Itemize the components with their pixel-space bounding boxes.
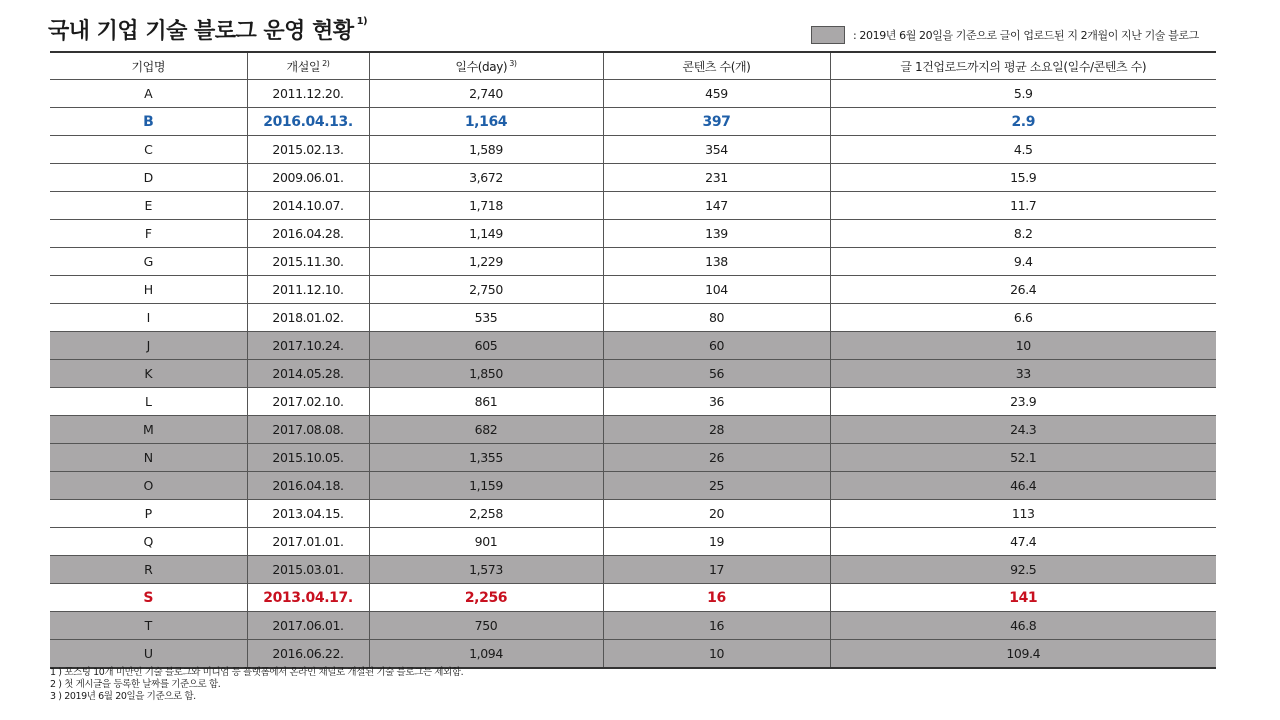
table-row <box>50 276 1216 304</box>
cell-opened-date: 2013.04.17. <box>247 584 369 612</box>
cell-avg-days: 10 <box>830 332 1216 360</box>
cell-contents-count: 26 <box>603 444 830 472</box>
footnotes <box>50 667 463 703</box>
cell-opened-date: 2015.10.05. <box>247 444 369 472</box>
cell-opened-date: 2016.04.18. <box>247 472 369 500</box>
cell-company: P <box>50 500 247 528</box>
cell-contents-count: 16 <box>603 612 830 640</box>
table-row <box>50 192 1216 220</box>
cell-opened-date: 2016.04.28. <box>247 220 369 248</box>
cell-avg-days: 92.5 <box>830 556 1216 584</box>
cell-days: 861 <box>369 388 603 416</box>
cell-opened-date: 2011.12.10. <box>247 276 369 304</box>
cell-avg-days: 2.9 <box>830 108 1216 136</box>
table-row <box>50 528 1216 556</box>
cell-days: 2,750 <box>369 276 603 304</box>
cell-company: R <box>50 556 247 584</box>
cell-avg-days: 5.9 <box>830 80 1216 108</box>
cell-company: D <box>50 164 247 192</box>
cell-avg-days: 33 <box>830 360 1216 388</box>
cell-opened-date: 2013.04.15. <box>247 500 369 528</box>
cell-company: T <box>50 612 247 640</box>
cell-contents-count: 25 <box>603 472 830 500</box>
cell-days: 605 <box>369 332 603 360</box>
cell-opened-date: 2016.06.22. <box>247 640 369 669</box>
cell-company: K <box>50 360 247 388</box>
cell-opened-date: 2016.04.13. <box>247 108 369 136</box>
table-body <box>50 80 1216 669</box>
header-label: 일수(day) <box>455 59 508 74</box>
table-header-row <box>50 52 1216 80</box>
legend-text: : 2019년 6월 20일을 기준으로 글이 업로드된 지 2개월이 지난 기술 블로그 <box>853 29 1199 42</box>
tech-blog-table <box>50 51 1216 669</box>
cell-contents-count: 60 <box>603 332 830 360</box>
table-row <box>50 612 1216 640</box>
table-row <box>50 444 1216 472</box>
table-row <box>50 500 1216 528</box>
cell-opened-date: 2009.06.01. <box>247 164 369 192</box>
page-title <box>48 14 367 45</box>
table-row <box>50 584 1216 612</box>
cell-opened-date: 2015.03.01. <box>247 556 369 584</box>
cell-avg-days: 46.8 <box>830 612 1216 640</box>
cell-contents-count: 354 <box>603 136 830 164</box>
cell-opened-date: 2017.06.01. <box>247 612 369 640</box>
cell-company: Q <box>50 528 247 556</box>
cell-days: 535 <box>369 304 603 332</box>
table-row <box>50 164 1216 192</box>
table-row <box>50 108 1216 136</box>
cell-company: J <box>50 332 247 360</box>
cell-days: 682 <box>369 416 603 444</box>
table-row <box>50 388 1216 416</box>
cell-avg-days: 26.4 <box>830 276 1216 304</box>
cell-days: 1,149 <box>369 220 603 248</box>
cell-days: 1,229 <box>369 248 603 276</box>
cell-company: O <box>50 472 247 500</box>
cell-avg-days: 15.9 <box>830 164 1216 192</box>
cell-company: M <box>50 416 247 444</box>
legend <box>811 25 1199 45</box>
table-row <box>50 220 1216 248</box>
cell-contents-count: 19 <box>603 528 830 556</box>
cell-contents-count: 56 <box>603 360 830 388</box>
table-row <box>50 416 1216 444</box>
header-footnote-marker: 3) <box>509 58 517 68</box>
cell-opened-date: 2017.10.24. <box>247 332 369 360</box>
cell-contents-count: 10 <box>603 640 830 669</box>
cell-contents-count: 104 <box>603 276 830 304</box>
cell-opened-date: 2014.10.07. <box>247 192 369 220</box>
cell-contents-count: 36 <box>603 388 830 416</box>
cell-days: 3,672 <box>369 164 603 192</box>
cell-company: L <box>50 388 247 416</box>
header-label: 콘텐츠 수(개) <box>682 59 751 74</box>
cell-days: 2,740 <box>369 80 603 108</box>
cell-days: 1,850 <box>369 360 603 388</box>
cell-avg-days: 23.9 <box>830 388 1216 416</box>
cell-company: N <box>50 444 247 472</box>
cell-opened-date: 2017.08.08. <box>247 416 369 444</box>
title-text: 국내 기업 기술 블로그 운영 현황 <box>48 19 354 44</box>
cell-avg-days: 141 <box>830 584 1216 612</box>
cell-days: 1,573 <box>369 556 603 584</box>
header-label: 기업명 <box>131 59 166 74</box>
cell-company: H <box>50 276 247 304</box>
cell-opened-date: 2017.01.01. <box>247 528 369 556</box>
cell-days: 750 <box>369 612 603 640</box>
cell-company: S <box>50 584 247 612</box>
cell-contents-count: 147 <box>603 192 830 220</box>
cell-avg-days: 47.4 <box>830 528 1216 556</box>
cell-contents-count: 80 <box>603 304 830 332</box>
legend-gray-swatch <box>811 26 845 44</box>
cell-days: 1,094 <box>369 640 603 669</box>
cell-avg-days: 24.3 <box>830 416 1216 444</box>
table-row <box>50 640 1216 669</box>
table-row <box>50 136 1216 164</box>
cell-contents-count: 16 <box>603 584 830 612</box>
table-row <box>50 556 1216 584</box>
cell-days: 2,258 <box>369 500 603 528</box>
footnote-3: 3 ) 2019년 6월 20일을 기준으로 함. <box>50 691 196 702</box>
cell-contents-count: 138 <box>603 248 830 276</box>
cell-contents-count: 459 <box>603 80 830 108</box>
table-row <box>50 360 1216 388</box>
cell-contents-count: 231 <box>603 164 830 192</box>
cell-avg-days: 46.4 <box>830 472 1216 500</box>
header-avg-days <box>830 52 1216 80</box>
cell-company: E <box>50 192 247 220</box>
table-row <box>50 472 1216 500</box>
table-row <box>50 248 1216 276</box>
table-row <box>50 332 1216 360</box>
cell-avg-days: 4.5 <box>830 136 1216 164</box>
header-opened <box>247 52 369 80</box>
cell-contents-count: 20 <box>603 500 830 528</box>
cell-company: F <box>50 220 247 248</box>
table-row <box>50 80 1216 108</box>
cell-days: 1,159 <box>369 472 603 500</box>
cell-avg-days: 109.4 <box>830 640 1216 669</box>
cell-contents-count: 139 <box>603 220 830 248</box>
cell-avg-days: 11.7 <box>830 192 1216 220</box>
header-label: 글 1건업로드까지의 평균 소요일(일수/콘텐츠 수) <box>900 59 1147 74</box>
cell-days: 1,164 <box>369 108 603 136</box>
cell-company: G <box>50 248 247 276</box>
cell-opened-date: 2014.05.28. <box>247 360 369 388</box>
cell-contents-count: 397 <box>603 108 830 136</box>
cell-opened-date: 2011.12.20. <box>247 80 369 108</box>
cell-avg-days: 6.6 <box>830 304 1216 332</box>
cell-company: I <box>50 304 247 332</box>
cell-contents-count: 28 <box>603 416 830 444</box>
cell-company: U <box>50 640 247 669</box>
cell-days: 2,256 <box>369 584 603 612</box>
cell-company: A <box>50 80 247 108</box>
cell-opened-date: 2018.01.02. <box>247 304 369 332</box>
header-company <box>50 52 247 80</box>
cell-opened-date: 2015.02.13. <box>247 136 369 164</box>
cell-days: 1,589 <box>369 136 603 164</box>
cell-avg-days: 113 <box>830 500 1216 528</box>
cell-opened-date: 2015.11.30. <box>247 248 369 276</box>
header-contents <box>603 52 830 80</box>
cell-contents-count: 17 <box>603 556 830 584</box>
title-footnote-marker: 1) <box>356 16 368 27</box>
footnote-2: 2 ) 첫 게시글을 등록한 날짜를 기준으로 함. <box>50 679 221 690</box>
cell-days: 1,718 <box>369 192 603 220</box>
header-label: 개설일 <box>286 59 321 74</box>
footnote-1: 1 ) 포스팅 10개 미만인 기술 블로그와 미디엄 등 플랫폼에서 온라인 채널로 개설된 기술 블로그는 제외함. <box>50 667 464 678</box>
cell-avg-days: 52.1 <box>830 444 1216 472</box>
header-days <box>369 52 603 80</box>
cell-days: 1,355 <box>369 444 603 472</box>
cell-company: B <box>50 108 247 136</box>
cell-opened-date: 2017.02.10. <box>247 388 369 416</box>
cell-avg-days: 8.2 <box>830 220 1216 248</box>
cell-days: 901 <box>369 528 603 556</box>
cell-avg-days: 9.4 <box>830 248 1216 276</box>
header-footnote-marker: 2) <box>322 58 330 68</box>
cell-company: C <box>50 136 247 164</box>
table-row <box>50 304 1216 332</box>
